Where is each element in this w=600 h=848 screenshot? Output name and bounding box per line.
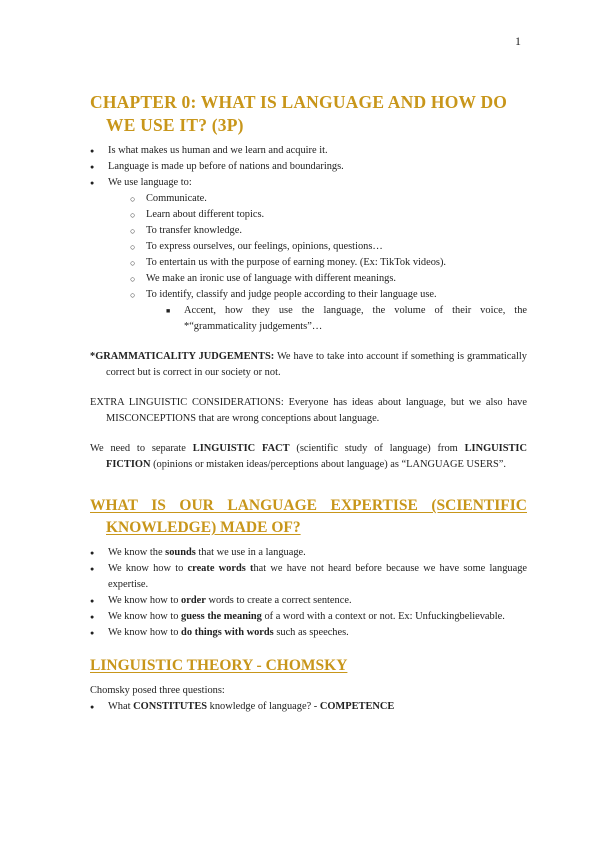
text-run: words to create a correct sentence. <box>205 595 352 606</box>
chomsky-questions <box>90 699 527 715</box>
list-item: ○ To transfer knowledge. <box>130 223 527 239</box>
text-run: We know how to <box>108 563 188 574</box>
list-item <box>90 625 527 641</box>
list-item <box>130 287 527 335</box>
bold-term: CONSTITUTES <box>133 701 208 712</box>
section-heading-expertise <box>90 495 527 539</box>
list-item: ○ Communicate. <box>130 191 527 207</box>
text-run: that we use in a language. <box>195 547 306 558</box>
expertise-list <box>90 545 527 641</box>
heading-line: KNOWLEDGE) MADE OF? <box>106 519 301 536</box>
linguistic-fact-term: LINGUISTIC FACT <box>192 443 290 454</box>
section-heading-chomsky: LINGUISTIC THEORY - CHOMSKY <box>90 657 348 674</box>
fact-fiction-paragraph <box>90 441 527 473</box>
list-item-label: To identify, classify and judge people according to their language use. <box>146 289 437 300</box>
list-item: ● Is what makes us human and we learn and acquire it. <box>90 143 527 159</box>
extra-considerations-paragraph: EXTRA LINGUISTIC CONSIDERATIONS: Everyone has ideas about language, but we also have MISCONCEPTIONS that are wrong conceptions about language. <box>90 397 527 424</box>
list-item <box>90 545 527 561</box>
text-run: knowledge of language? - <box>207 701 320 712</box>
chomsky-intro: Chomsky posed three questions: <box>90 685 225 696</box>
bold-term: order <box>181 595 206 606</box>
text-run: hat we have not heard before because we have some language expertise. <box>108 563 528 590</box>
text-run: We know how to <box>108 627 182 638</box>
list-item: ● Language is made up before of nations and boundarings. <box>90 159 527 175</box>
text-run: (opinions or mistaken ideas/perceptions about language) as “LANGUAGE USERS”. <box>150 459 506 470</box>
list-item: ○ Learn about different topics. <box>130 207 527 223</box>
grammaticality-text: We have to take into account if something is grammatically correct but is correct in our society or not. <box>106 351 527 378</box>
list-item <box>90 609 527 625</box>
list-item <box>90 593 527 609</box>
page-number: 1 <box>515 34 521 48</box>
list-item: ■ Accent, how they use the language, the volume of their voice, the *“grammaticality judgements”… <box>166 303 527 335</box>
list-item: ○ To express ourselves, our feelings, opinions, questions… <box>130 239 527 255</box>
grammaticality-paragraph <box>90 349 527 381</box>
uses-list <box>130 191 527 335</box>
bold-term: COMPETENCE <box>319 701 395 712</box>
list-item <box>90 561 527 593</box>
text-run: What <box>108 701 134 712</box>
text-run: of a word with a context or not. Ex: Unfuckingbelievable. <box>261 611 505 622</box>
bold-term: do things with words <box>181 627 274 638</box>
list-item-label: We use language to: <box>108 177 192 188</box>
text-run: such as speeches. <box>273 627 349 638</box>
list-item: ○ To entertain us with the purpose of earning money. (Ex: TikTok videos). <box>130 255 527 271</box>
text-run: We need to separate <box>90 443 193 454</box>
bold-term: guess the meaning <box>181 611 262 622</box>
text-run: We know how to <box>108 595 182 606</box>
heading-line: WHAT IS OUR LANGUAGE EXPERTISE (SCIENTIFIC <box>90 497 527 514</box>
text-run: We know how to <box>108 611 182 622</box>
bold-term: create words t <box>187 563 254 574</box>
document-body <box>90 91 527 715</box>
text-run: (scientific study of language) from <box>289 443 465 454</box>
list-item <box>90 699 527 715</box>
linguistic-fiction-term: LINGUISTIC FICTION <box>106 443 527 470</box>
list-item: ○ We make an ironic use of language with different meanings. <box>130 271 527 287</box>
judge-detail-list <box>166 303 527 335</box>
bold-term: sounds <box>165 547 196 558</box>
chapter-title: CHAPTER 0: WHAT IS LANGUAGE AND HOW DO WE USE IT? (3P) <box>90 92 508 135</box>
text-run: We know the <box>108 547 166 558</box>
intro-list <box>90 143 527 335</box>
list-item <box>90 175 527 335</box>
grammaticality-label: *GRAMMATICALITY JUDGEMENTS: <box>90 351 275 362</box>
